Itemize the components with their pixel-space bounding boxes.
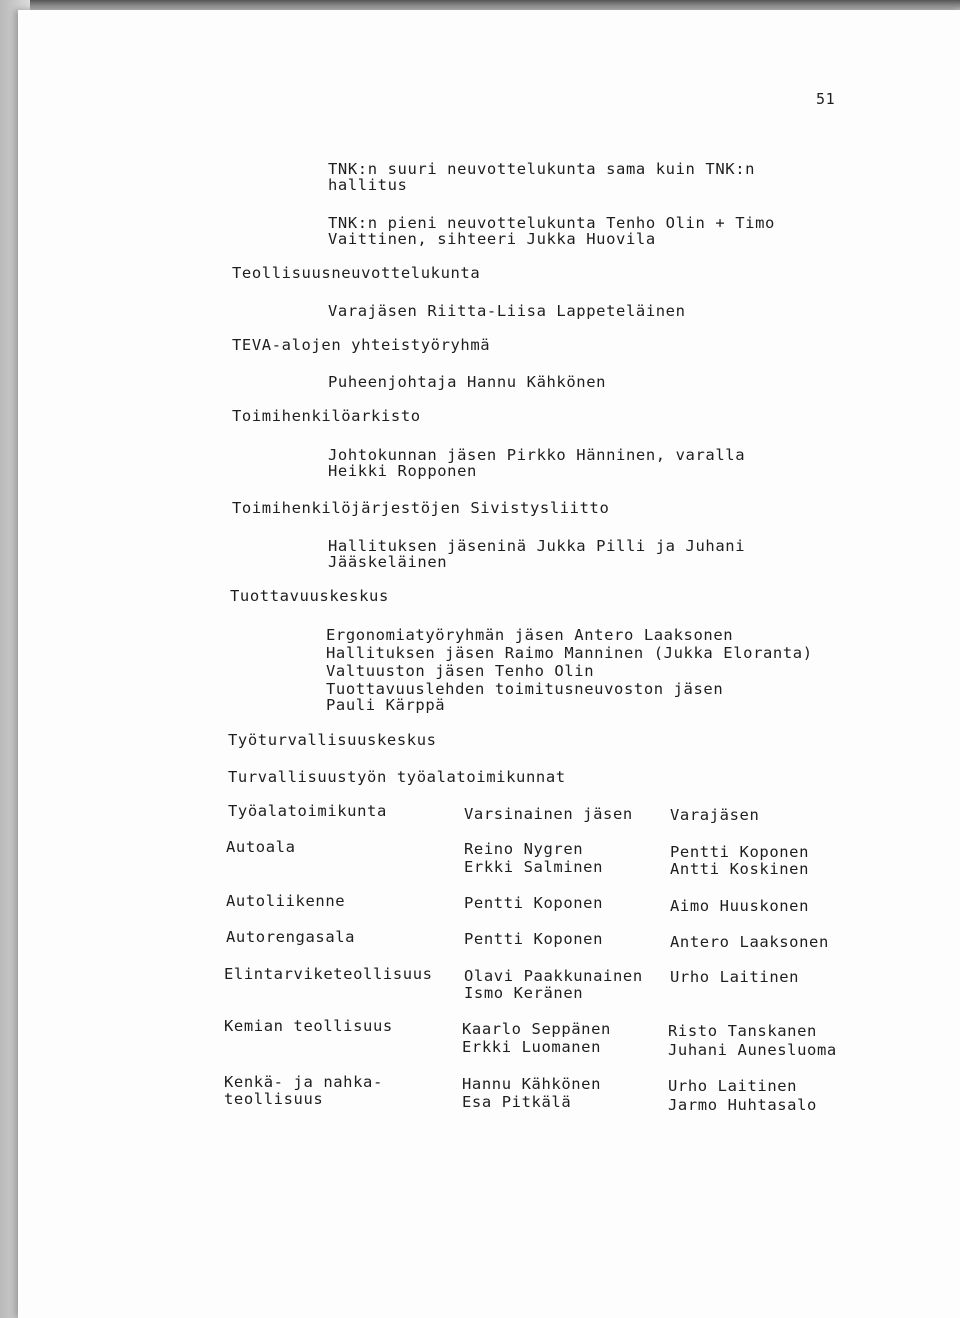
table-cell-ala: Autoliikenne: [226, 892, 346, 910]
text-line: TNK:n suuri neuvottelukunta sama kuin TNK:n: [328, 160, 756, 178]
table-cell-vara: Urho Laitinen: [668, 1077, 798, 1095]
table-header-varajasen: Varajäsen: [670, 806, 760, 824]
text-line: Tuottavuuslehden toimitusneuvoston jäsen: [326, 680, 724, 698]
table-cell-vara: Risto Tanskanen: [668, 1022, 817, 1040]
table-cell-ala: Autoala: [226, 838, 296, 856]
table-cell-vara: Antti Koskinen: [670, 860, 810, 878]
text-line: Puheenjohtaja Hannu Kähkönen: [328, 373, 607, 391]
text-line: Hallituksen jäseninä Jukka Pilli ja Juhani: [328, 537, 746, 555]
text-line: Jääskeläinen: [328, 553, 448, 571]
table-cell-varsinainen: Olavi Paakkunainen: [464, 967, 643, 985]
table-cell-ala: Kenkä- ja nahka-: [224, 1073, 383, 1091]
table-cell-varsinainen: Erkki Luomanen: [462, 1038, 602, 1056]
table-cell-vara: Aimo Huuskonen: [670, 897, 810, 915]
text-line: hallitus: [328, 176, 408, 194]
table-cell-ala: Autorengasala: [226, 928, 356, 946]
section-heading: Työturvallisuuskeskus: [228, 731, 437, 749]
table-cell-vara: Antero Laaksonen: [670, 933, 829, 951]
section-heading: Tuottavuuskeskus: [230, 587, 389, 605]
table-cell-vara: Jarmo Huhtasalo: [668, 1096, 817, 1114]
text-line: Heikki Ropponen: [328, 462, 477, 480]
section-heading: Toimihenkilöarkisto: [232, 407, 421, 425]
document-page: [18, 10, 960, 1318]
text-line: TNK:n pieni neuvottelukunta Tenho Olin + Timo: [328, 214, 775, 232]
table-cell-vara: Juhani Aunesluoma: [668, 1041, 837, 1059]
text-line: Johtokunnan jäsen Pirkko Hänninen, varalla: [328, 446, 746, 464]
table-cell-ala: Kemian teollisuus: [224, 1017, 393, 1035]
text-line: Hallituksen jäsen Raimo Manninen (Jukka Eloranta): [326, 644, 813, 662]
table-cell-vara: Urho Laitinen: [670, 968, 800, 986]
table-cell-varsinainen: Kaarlo Seppänen: [462, 1020, 611, 1038]
table-cell-vara: Pentti Koponen: [670, 843, 810, 861]
section-heading: Toimihenkilöjärjestöjen Sivistysliitto: [232, 499, 610, 517]
table-cell-varsinainen: Hannu Kähkönen: [462, 1075, 602, 1093]
table-header-tyoalatoimikunta: Työalatoimikunta: [228, 802, 387, 820]
text-line: Vaittinen, sihteeri Jukka Huovila: [328, 230, 656, 248]
table-cell-varsinainen: Ismo Keränen: [464, 984, 584, 1002]
table-cell-varsinainen: Erkki Salminen: [464, 858, 604, 876]
table-cell-varsinainen: Pentti Koponen: [464, 930, 604, 948]
page-number: 51: [816, 90, 836, 108]
text-line: Varajäsen Riitta-Liisa Lappeteläinen: [328, 302, 686, 320]
table-cell-varsinainen: Pentti Koponen: [464, 894, 604, 912]
text-line: Pauli Kärppä: [326, 696, 446, 714]
table-cell-ala: Elintarviketeollisuus: [224, 965, 433, 983]
section-heading: Turvallisuustyön työalatoimikunnat: [228, 768, 566, 786]
text-line: Valtuuston jäsen Tenho Olin: [326, 662, 595, 680]
section-heading: TEVA-alojen yhteistyöryhmä: [232, 336, 491, 354]
table-header-varsinainen: Varsinainen jäsen: [464, 805, 633, 823]
table-cell-varsinainen: Esa Pitkälä: [462, 1093, 572, 1111]
section-heading: Teollisuusneuvottelukunta: [232, 264, 481, 282]
table-cell-ala: teollisuus: [224, 1090, 324, 1108]
table-cell-varsinainen: Reino Nygren: [464, 840, 584, 858]
text-line: Ergonomiatyöryhmän jäsen Antero Laaksonen: [326, 626, 734, 644]
